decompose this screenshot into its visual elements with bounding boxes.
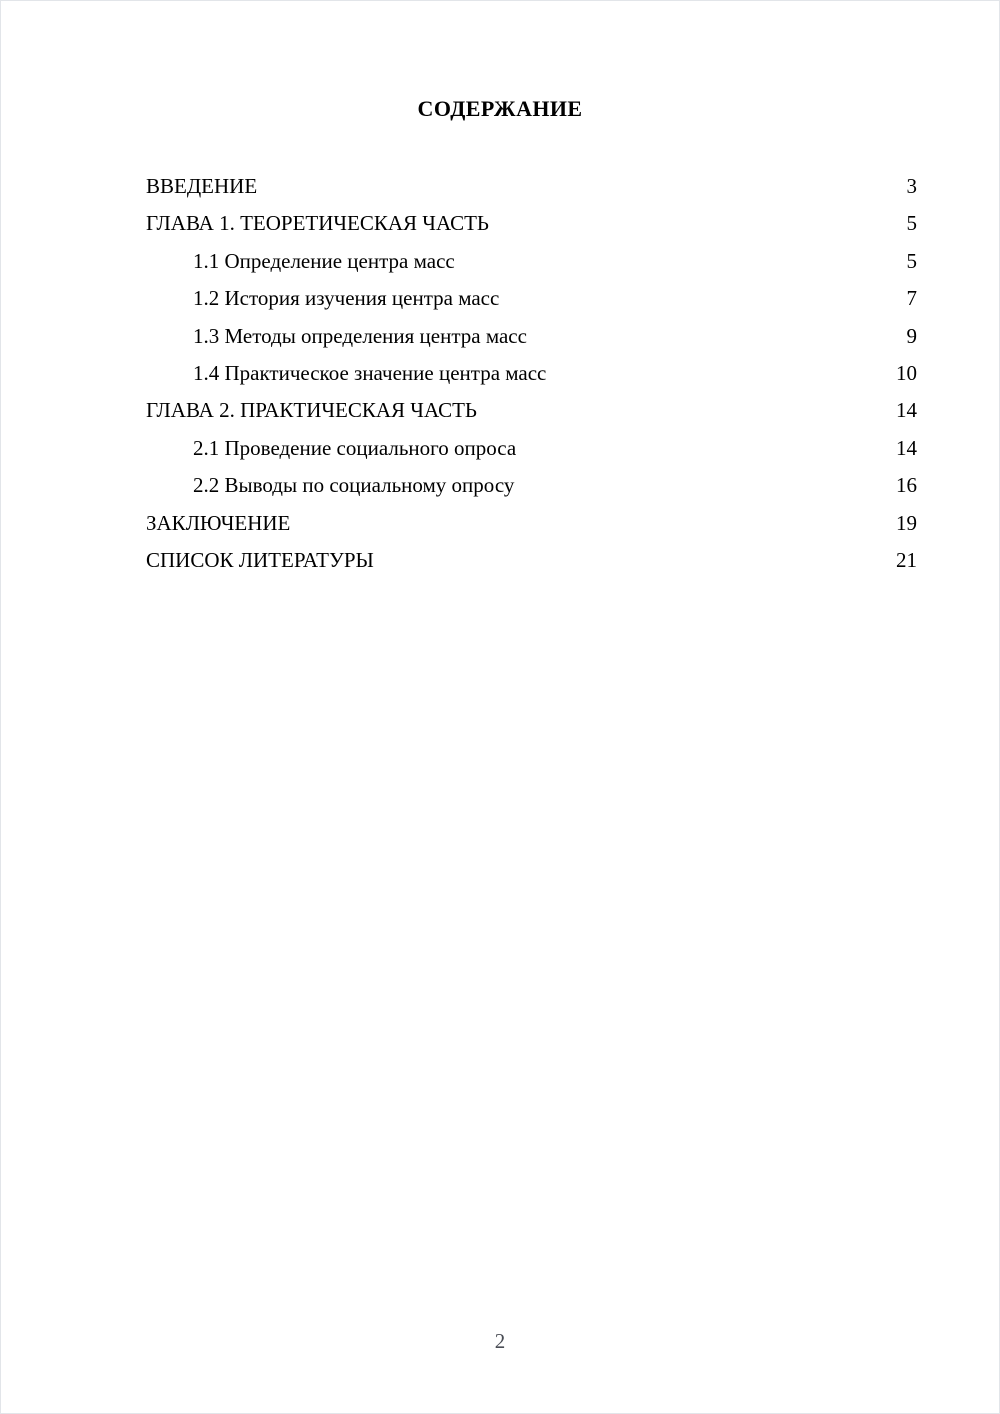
toc-entry bbox=[146, 430, 917, 467]
toc-entry bbox=[146, 505, 917, 542]
toc-entry-page-number: 5 bbox=[906, 248, 917, 273]
toc-entry-label: 2.2 Выводы по социальному опросу bbox=[193, 473, 515, 498]
toc-entry-label: ЗАКЛЮЧЕНИЕ bbox=[146, 510, 291, 535]
toc-entry-label: ГЛАВА 2. ПРАКТИЧЕСКАЯ ЧАСТЬ bbox=[146, 398, 477, 423]
toc-entry bbox=[146, 392, 917, 429]
toc-entry-page-number: 16 bbox=[896, 473, 917, 498]
toc-entry-page-number: 14 bbox=[896, 435, 917, 460]
toc-entry-page-number: 19 bbox=[896, 510, 917, 535]
toc-entry bbox=[146, 318, 917, 355]
toc-entry-label: ГЛАВА 1. ТЕОРЕТИЧЕСКАЯ ЧАСТЬ bbox=[146, 211, 489, 236]
toc-entry-page-number: 14 bbox=[896, 398, 917, 423]
toc-entry bbox=[146, 542, 917, 579]
toc-entry-label: ВВЕДЕНИЕ bbox=[146, 174, 258, 198]
toc-entry bbox=[146, 168, 917, 205]
toc-entry-page-number: 3 bbox=[906, 174, 917, 198]
toc-entry bbox=[146, 280, 917, 317]
toc-entry-page-number: 7 bbox=[906, 286, 917, 311]
page-number: 2 bbox=[494, 1329, 506, 1353]
toc-entry-page-number: 5 bbox=[906, 211, 917, 236]
toc-entry bbox=[146, 205, 917, 242]
toc-entry-page-number: 10 bbox=[896, 360, 917, 385]
table-of-contents bbox=[146, 168, 917, 579]
toc-entry bbox=[146, 355, 917, 392]
toc-entry bbox=[146, 467, 917, 504]
toc-entry-label: 1.1 Определение центра масс bbox=[193, 248, 455, 273]
toc-entry bbox=[146, 243, 917, 280]
toc-entry-label: 2.1 Проведение социального опроса bbox=[193, 435, 517, 460]
toc-entry-label: 1.4 Практическое значение центра масс bbox=[193, 360, 547, 385]
toc-entry-label: 1.3 Методы определения центра масс bbox=[193, 323, 527, 348]
toc-entry-label: 1.2 История изучения центра масс bbox=[193, 286, 500, 311]
page-title: СОДЕРЖАНИЕ bbox=[417, 96, 583, 121]
toc-entry-label: СПИСОК ЛИТЕРАТУРЫ bbox=[146, 547, 374, 572]
toc-entry-page-number: 9 bbox=[906, 323, 917, 348]
toc-entry-page-number: 21 bbox=[896, 547, 917, 572]
